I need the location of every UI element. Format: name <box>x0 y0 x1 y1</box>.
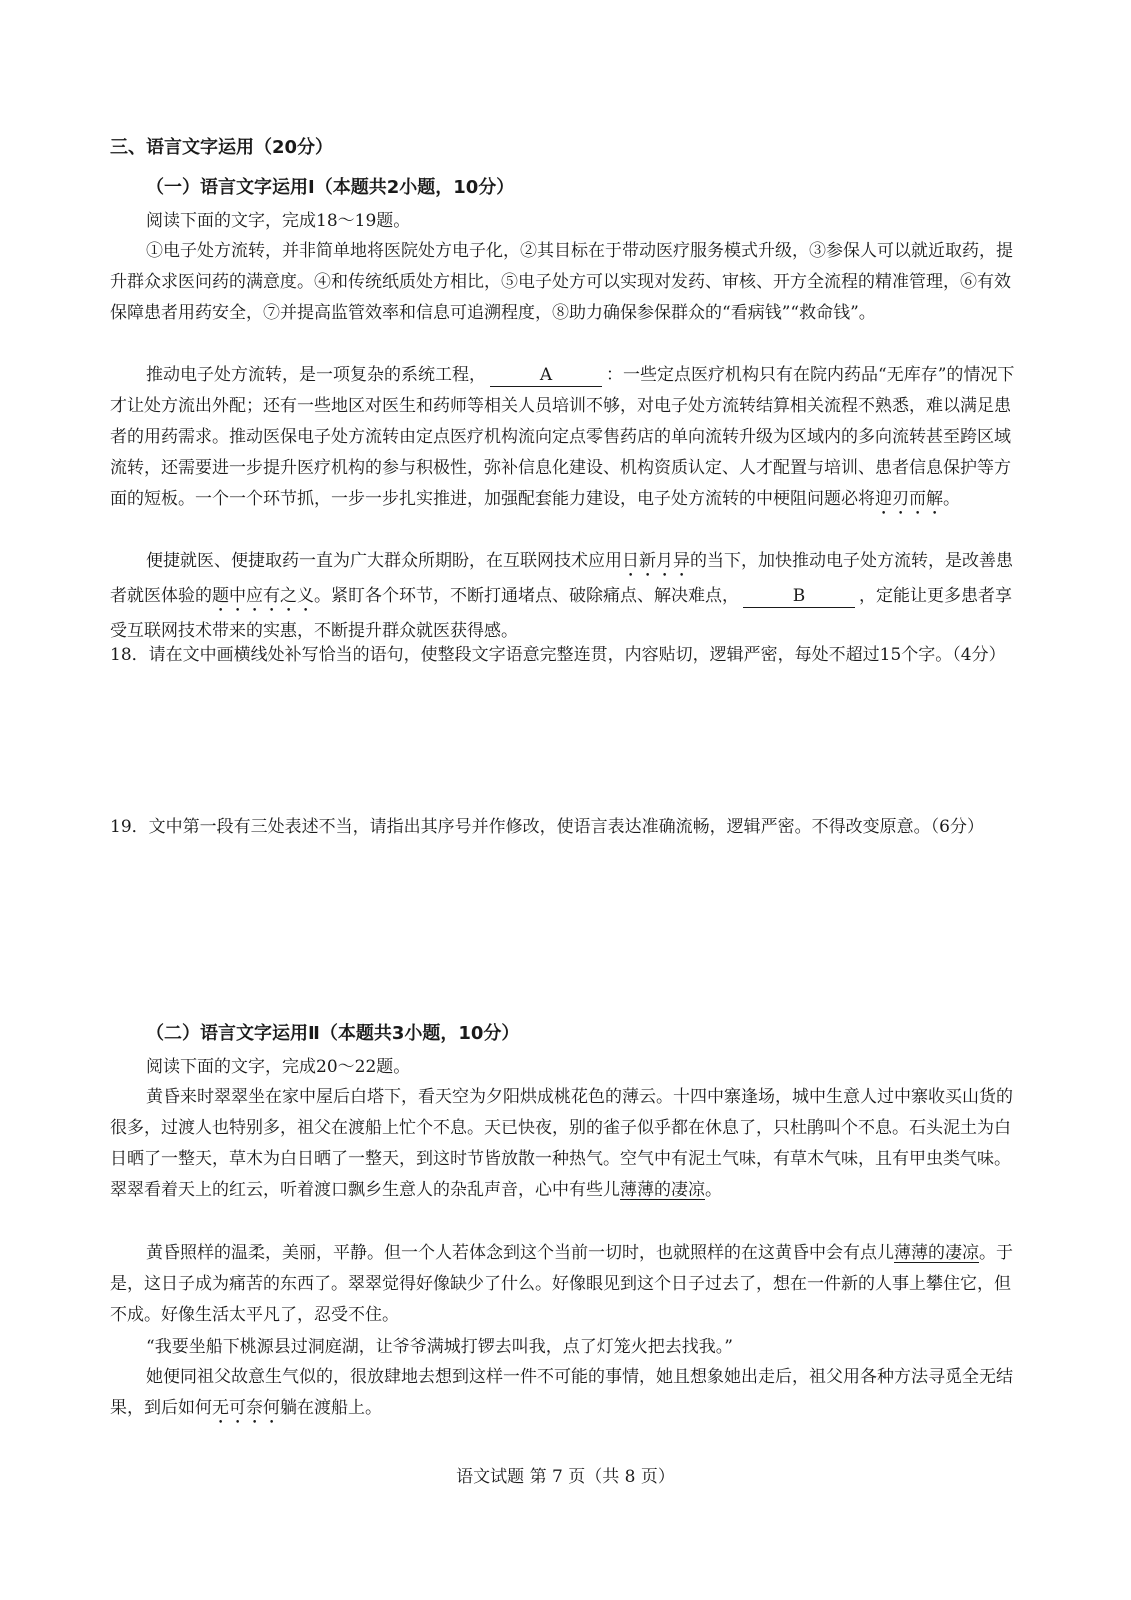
page-footer: 语文试题 第 7 页（共 8 页） <box>456 1467 675 1487</box>
p3-text-d: ，定能让更多患者享受互联网技术带来的实惠，不断提升群众就医获得感。 <box>110 586 1012 641</box>
p2-text-b: ：一些定点医疗机构只有在院内药品“无库存”的情况下才让处方流出外配；还有一些地区对医生和药师等相关人员培训不够，对电子处方流转结算相关流程不熟悉，难以满足患者的用药需求。推动医保电子处方流转由定点医疗机构流向定点零售药店的单向流转升级为区域内的多向流转甚至跨区域流转，还需要进一步提升医疗机构的参与积极性，弥补信息化建设、机构资质认定、人才配置与培训、患者信息保护等方面的短板。一个一个环节抓，一步一步扎实推进，加强配套能力建设，电子处方流转的中梗阻问题必将 <box>110 365 1015 509</box>
part2-paragraph-2 <box>110 1238 1022 1331</box>
part2-paragraph-3: “我要坐船下桃源县过洞庭湖，让爷爷满城打锣去叫我，点了灯笼火把去找我。” <box>146 1337 733 1357</box>
p1-text-a: 黄昏来时翠翠坐在家中屋后白塔下，看天空为夕阳烘成桃花色的薄云。十四中寨逢场，城中生意人过中寨收买山货的很多，过渡人也特别多，祖父在渡船上忙个不息。天已快夜，别的雀子似乎都在休息了，只杜鹃叫个不息。石头泥土为白日晒了一整天，草木为白日晒了一整天，到这时节皆放散一种热气。空气中有泥土气味，有草木气味，且有甲虫类气味。翠翠看着天上的红云，听着渡口飘乡生意人的杂乱声音，心中有些儿 <box>110 1087 1013 1200</box>
p1-underlined: 薄薄的凄凉 <box>620 1180 705 1200</box>
p1-text-end: 。 <box>705 1180 722 1200</box>
p2-text-a: 推动电子处方流转，是一项复杂的系统工程， <box>146 365 486 385</box>
p3-text-a: 便捷就医、便捷取药一直为广大群众所期盼，在互联网技术应用 <box>146 551 622 571</box>
p3-text-b: 的当下，加快推动电子处方流转，是改善患者就医体验的 <box>110 551 1013 606</box>
part1-paragraph-1: ①电子处方流转，并非简单地将医院处方电子化，②其目标在于带动医疗服务模式升级，③参保人可以就近取药，提升群众求医问药的满意度。④和传统纸质处方相比，⑤电子处方可以实现对发药、审核、开方全流程的精准管理，⑥有效保障患者用药安全，⑦并提高监管效率和信息可追溯程度，⑧助力确保参保群众的“看病钱”“救命钱”。 <box>110 241 1013 323</box>
part1-heading: （一）语言文字运用Ⅰ（本题共2小题，10分） <box>146 177 515 198</box>
part2-paragraph-1 <box>110 1082 1022 1206</box>
p3-emphasis-2: 题中应有之义 <box>212 586 314 606</box>
part1-paragraph-2 <box>110 360 1022 519</box>
section-title: 三、语言文字运用（20分） <box>110 137 334 158</box>
p4-emphasis: 无可奈何 <box>212 1398 280 1418</box>
part2-instruction: 阅读下面的文字，完成20～22题。 <box>146 1057 411 1077</box>
p2b-text-b: 。于是，这日子成为痛苦的东西了。翠翠觉得好像缺少了什么。好像眼见到这个日子过去了，想在一件新的人事上攀住它，但不成。好像生活太平凡了，忍受不住。 <box>110 1243 1013 1325</box>
p3-text-c: 。紧盯各个环节，不断打通堵点、破除痛点、解决难点， <box>314 586 739 606</box>
part2-paragraph-4 <box>110 1362 1022 1428</box>
p2b-underlined: 薄薄的凄凉 <box>894 1243 979 1263</box>
p3-emphasis-1: 日新月异 <box>622 551 690 571</box>
p2-text-end: 。 <box>943 489 960 509</box>
p2-emphasis: 迎刃而解 <box>875 489 943 509</box>
question-19: 19．文中第一段有三处表述不当，请指出其序号并作修改，使语言表达准确流畅，逻辑严密。不得改变原意。（6分） <box>110 817 984 837</box>
question-18: 18．请在文中画横线处补写恰当的语句，使整段文字语意完整连贯，内容贴切，逻辑严密，每处不超过15个字。（4分） <box>110 645 1006 665</box>
p2b-text-a: 黄昏照样的温柔，美丽，平静。但一个人若体念到这个当前一切时，也就照样的在这黄昏中会有点儿 <box>146 1243 894 1263</box>
part2-heading: （二）语言文字运用Ⅱ（本题共3小题，10分） <box>146 1023 520 1044</box>
part1-instruction: 阅读下面的文字，完成18～19题。 <box>146 211 411 231</box>
blank-a: A <box>490 364 602 387</box>
p4-text-a: 她便同祖父故意生气似的，很放肆地去想到这样一件不可能的事情，她且想象她出走后，祖父用各种方法寻觅全无结果，到后如何 <box>110 1367 1013 1418</box>
blank-b: B <box>743 585 855 608</box>
p4-text-end: 躺在渡船上。 <box>280 1398 382 1418</box>
part1-paragraph-3 <box>110 546 1022 647</box>
